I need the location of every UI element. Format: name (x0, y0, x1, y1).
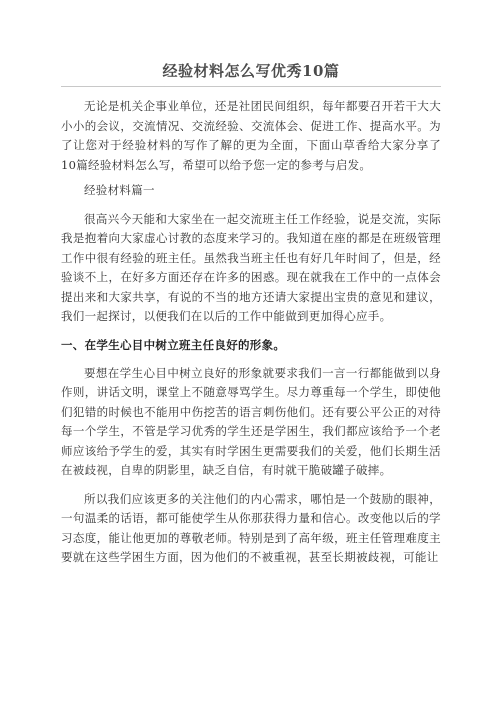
body-paragraph-3: 所以我们应该更多的关注他们的内心需求，哪怕是一个鼓励的眼神，一句温柔的话语，都可能使学生从你那获得力量和信心。改变他以后的学习态度，能让他更加的尊敬老师。特别是到了高年级，班主任管理难度主要就在这些学困生方面，因为他们的不被重视，甚至长期被歧视，可能让 (61, 491, 441, 564)
intro-paragraph: 无论是机关企事业单位，还是社团民间组织，每年都要召开若干大大小小的会议，交流情况、交流经验、交流体会、促进工作、提高水平。为了让您对于经验材料的写作了解的更为全面，下面山草香给大家分享了10篇经验材料怎么写，希望可以给予您一定的参考与启发。 (61, 99, 441, 172)
document-title: 经验材料怎么写优秀10篇 (162, 62, 340, 80)
body-paragraph-2: 要想在学生心目中树立良好的形象就要求我们一言一行都能做到以身作则，讲话文明，课堂上不随意辱骂学生。尽力尊重每一个学生，即使他们犯错的时候也不能用中伤挖苦的语言刺伤他们。还有要公平公正的对待每一个学生，不管是学习优秀的学生还是学困生，我们都应该给予一个老师应该给予学生的爱，其实有时学困生更需要我们的关爱，他们长期生活在被歧视，自卑的阴影里，缺乏自信，有时就干脆破罐子破摔。 (61, 365, 441, 477)
section-label: 经验材料篇一 (84, 183, 155, 197)
body-paragraph-1: 很高兴今天能和大家坐在一起交流班主任工作经验，说是交流，实际我是抱着向大家虚心讨教的态度来学习的。我知道在座的都是在班级管理工作中很有经验的班主任。虽然我当班主任也有好几年时间了，但是，经验谈不上，在好多方面还存在许多的困惑。现在就我在工作中的一点体会提出来和大家共享，有说的不当的地方还请大家提出宝贵的意见和建议，我们一起探讨，以便我们在以后的工作中能做到更加得心应手。 (61, 211, 441, 323)
title-divider (61, 86, 441, 87)
section-heading-1: 一、在学生心目中树立班主任良好的形象。 (61, 337, 286, 352)
